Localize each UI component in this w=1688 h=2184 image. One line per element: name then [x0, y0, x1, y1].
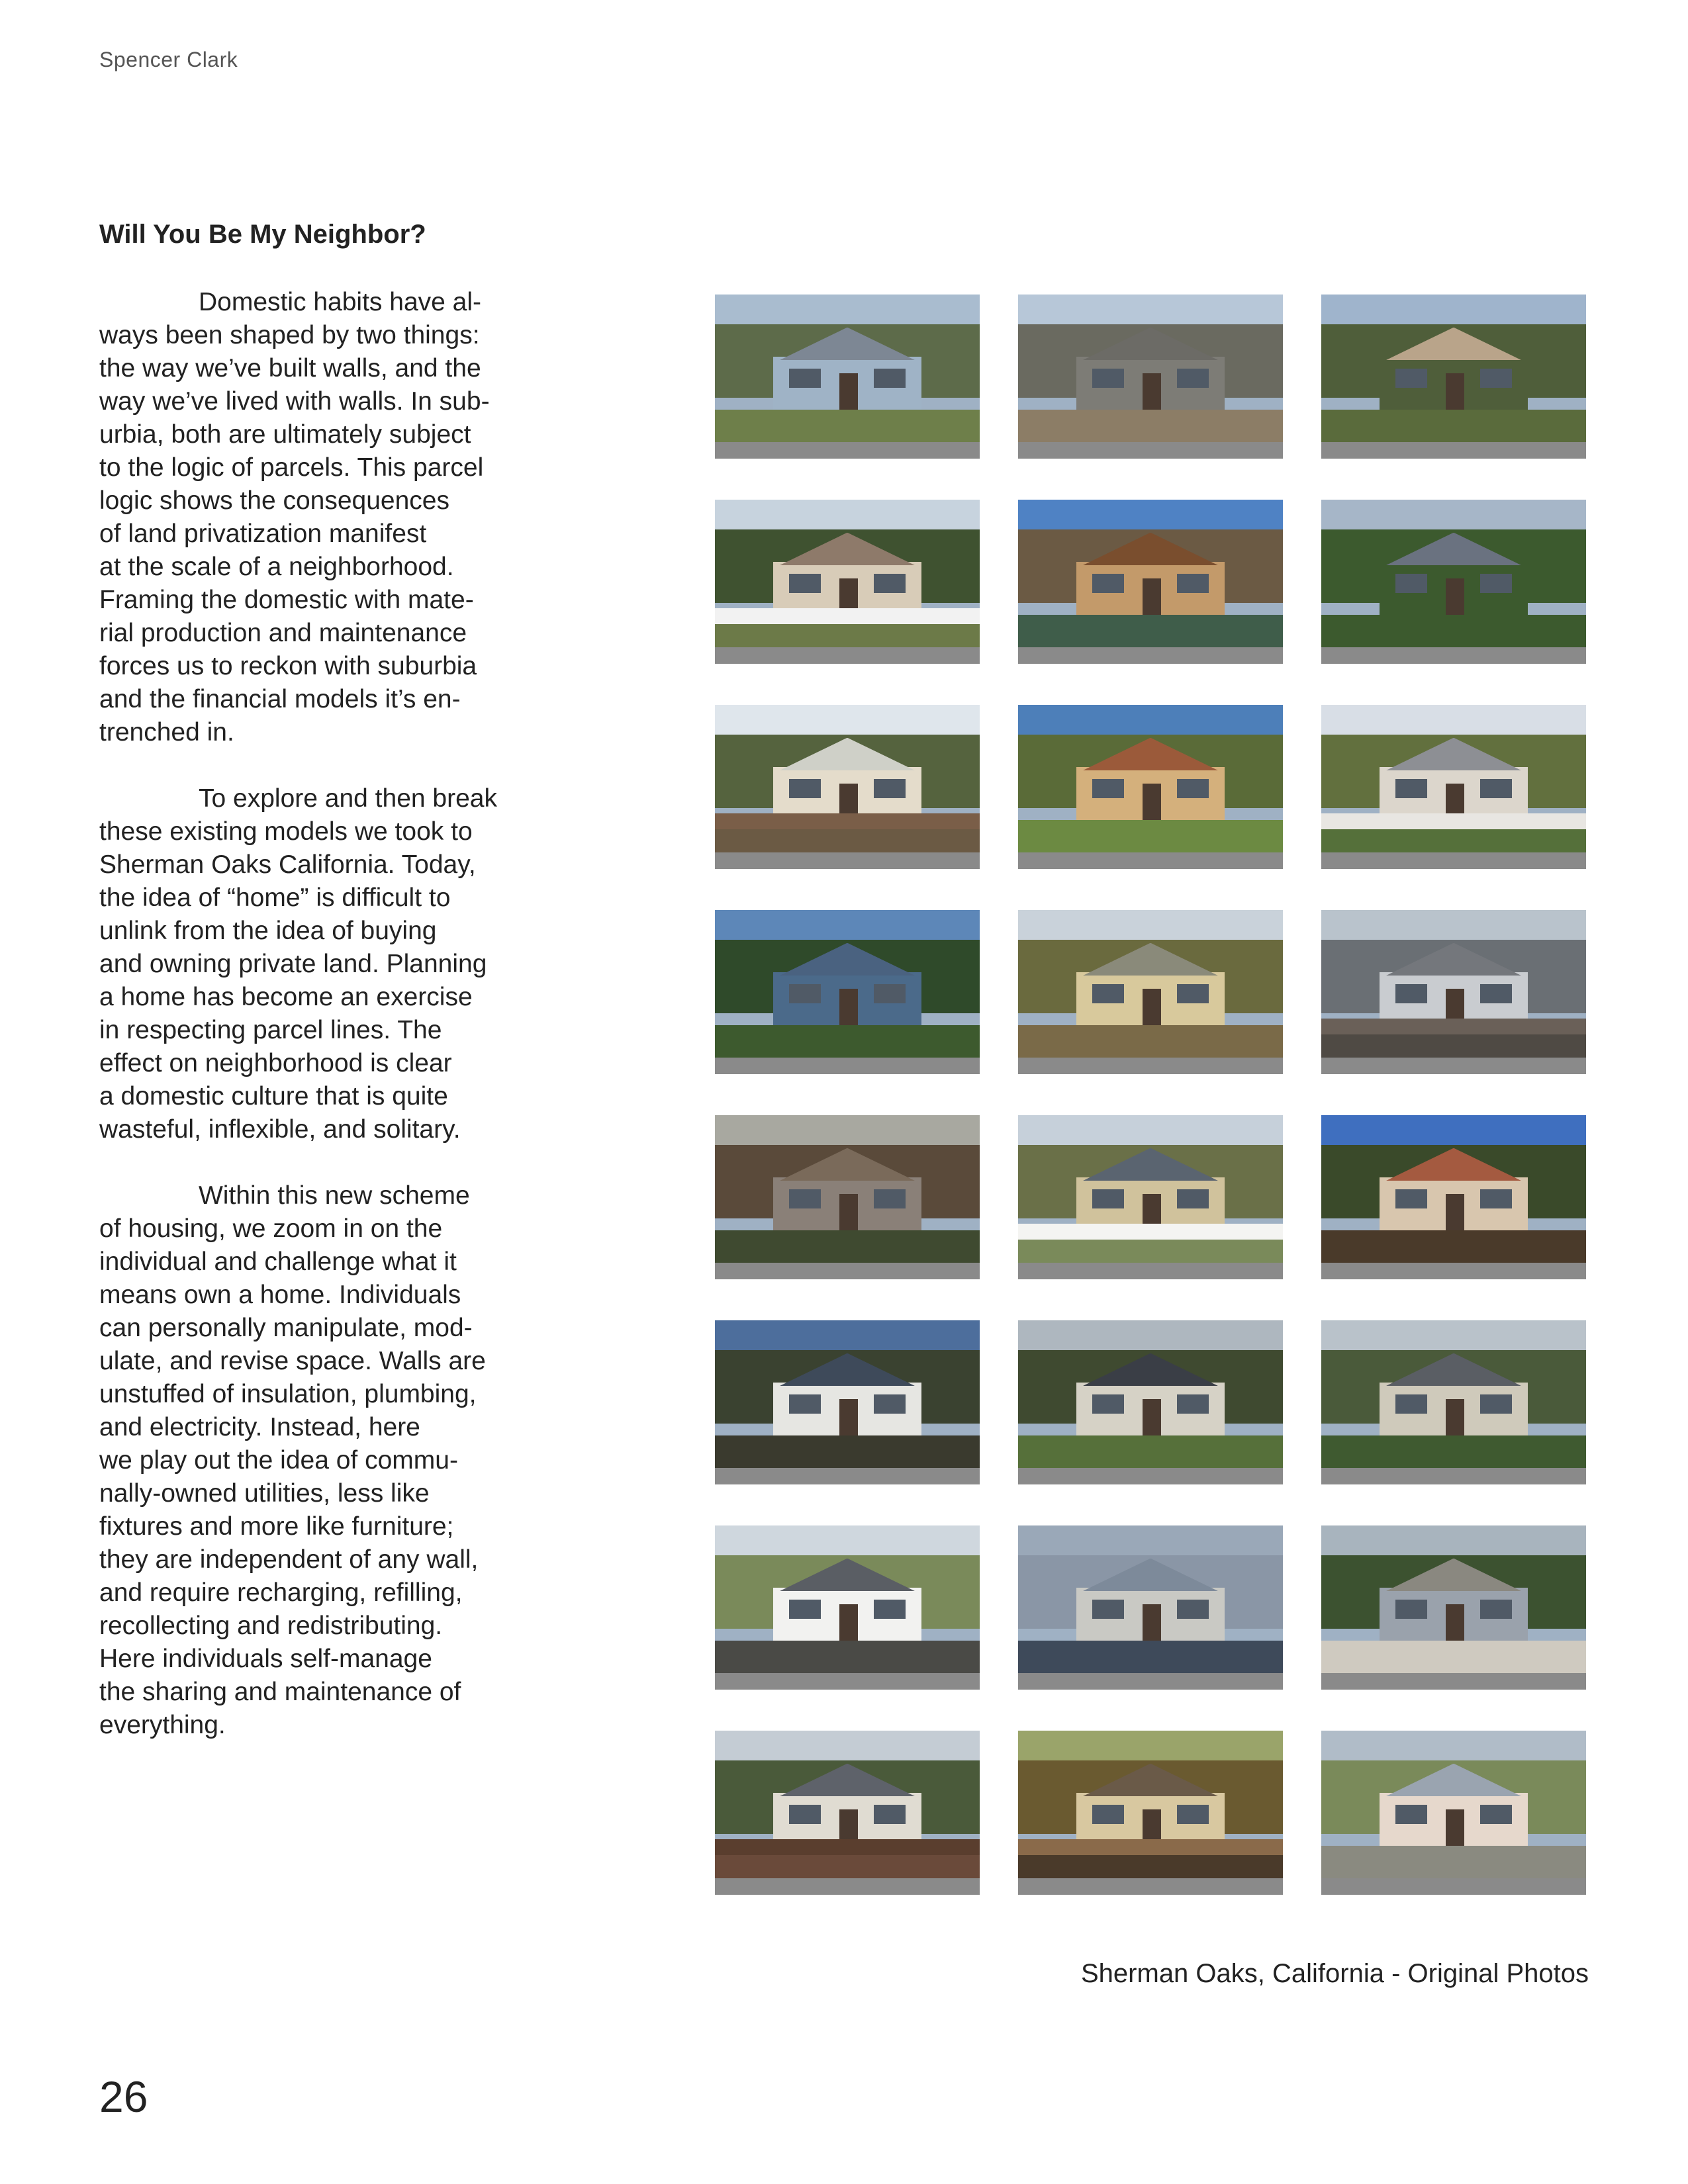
- photo-street: [715, 1878, 980, 1895]
- house-photo: [715, 295, 980, 459]
- photo-door: [839, 373, 858, 410]
- photo-win2: [874, 779, 906, 799]
- body-line: Framing the domestic with mate-: [99, 586, 474, 614]
- house-photo: [715, 500, 980, 664]
- photo-win2: [1480, 574, 1512, 594]
- body-line: unstuffed of insulation, plumbing,: [99, 1380, 477, 1408]
- photo-lawn: [715, 410, 980, 443]
- house-photo: [1321, 1525, 1586, 1690]
- photo-fence: [715, 813, 980, 830]
- photo-win: [1092, 574, 1124, 594]
- photo-win: [789, 1805, 821, 1825]
- photo-door: [1446, 1809, 1464, 1846]
- house-photo: [1321, 1115, 1586, 1279]
- photo-win: [1395, 779, 1427, 799]
- house-photo: [715, 1525, 980, 1690]
- body-line: way we’ve lived with walls. In sub-: [99, 387, 490, 416]
- photo-win2: [1177, 1600, 1209, 1619]
- body-line: forces us to reckon with suburbia: [99, 652, 477, 680]
- house-photo: [715, 910, 980, 1074]
- photo-win: [1395, 1805, 1427, 1825]
- body-line: they are independent of any wall,: [99, 1545, 479, 1574]
- photo-win2: [1177, 574, 1209, 594]
- house-photo: [1018, 910, 1283, 1074]
- house-photo: [715, 1320, 980, 1484]
- photo-street: [1321, 1263, 1586, 1279]
- body-line: and electricity. Instead, here: [99, 1413, 420, 1441]
- photo-win2: [1480, 1189, 1512, 1209]
- photo-door: [1143, 578, 1161, 615]
- photo-fence: [1018, 1839, 1283, 1856]
- body-line: Domestic habits have al-: [199, 288, 482, 316]
- body-line: these existing models we took to: [99, 817, 473, 846]
- body-paragraph: [99, 1179, 549, 1742]
- photo-lawn: [1321, 1435, 1586, 1469]
- photo-fence: [1321, 813, 1586, 830]
- photo-lawn: [715, 1025, 980, 1058]
- body-line: and the financial models it’s en-: [99, 685, 461, 713]
- photo-street: [1321, 852, 1586, 869]
- photo-door: [1446, 1194, 1464, 1230]
- body-line: the sharing and maintenance of: [99, 1678, 461, 1706]
- photo-lawn: [715, 1641, 980, 1674]
- photo-win: [789, 1394, 821, 1414]
- house-photo: [1321, 295, 1586, 459]
- photo-door: [1446, 578, 1464, 615]
- photo-win2: [1177, 779, 1209, 799]
- photo-win2: [874, 1394, 906, 1414]
- photo-win: [1395, 1394, 1427, 1414]
- body-line: in respecting parcel lines. The: [99, 1016, 442, 1044]
- body-line: and require recharging, refilling,: [99, 1578, 463, 1607]
- photo-door: [1143, 784, 1161, 820]
- photo-street: [1018, 1673, 1283, 1690]
- house-photo: [1321, 910, 1586, 1074]
- body-paragraph: [99, 286, 549, 749]
- body-line: a domestic culture that is quite: [99, 1082, 448, 1111]
- photo-street: [715, 1673, 980, 1690]
- photo-street: [715, 1263, 980, 1279]
- photo-win: [789, 779, 821, 799]
- house-photo: [1018, 1320, 1283, 1484]
- photo-win2: [1480, 1600, 1512, 1619]
- photo-caption: Sherman Oaks, California - Original Photos: [1081, 1959, 1589, 1988]
- photo-win2: [1177, 1189, 1209, 1209]
- photo-win2: [1177, 1805, 1209, 1825]
- photo-win: [1092, 1600, 1124, 1619]
- photo-win: [789, 984, 821, 1004]
- photo-win: [1395, 984, 1427, 1004]
- house-photo: [1018, 1731, 1283, 1895]
- house-photo: [1321, 1320, 1586, 1484]
- photo-win2: [1480, 369, 1512, 388]
- photo-win2: [1480, 984, 1512, 1004]
- photo-fence: [1321, 1019, 1586, 1035]
- house-photo: [1018, 1525, 1283, 1690]
- body-line: ways been shaped by two things:: [99, 321, 480, 349]
- body-line: a home has become an exercise: [99, 983, 473, 1011]
- house-photo: [715, 1731, 980, 1895]
- body-line: ulate, and revise space. Walls are: [99, 1347, 486, 1375]
- body-line: and owning private land. Planning: [99, 950, 487, 978]
- body-line: individual and challenge what it: [99, 1248, 457, 1276]
- photo-lawn: [715, 1230, 980, 1263]
- photo-win2: [1480, 779, 1512, 799]
- photo-lawn: [1321, 615, 1586, 648]
- photo-lawn: [1018, 615, 1283, 648]
- body-line: unlink from the idea of buying: [99, 917, 437, 945]
- photo-win2: [874, 984, 906, 1004]
- photo-door: [1446, 373, 1464, 410]
- photo-win: [789, 369, 821, 388]
- photo-win: [789, 1189, 821, 1209]
- house-photo: [1321, 705, 1586, 869]
- house-photo: [1018, 500, 1283, 664]
- photo-street: [715, 442, 980, 459]
- photo-win2: [1480, 1805, 1512, 1825]
- photo-win: [789, 1600, 821, 1619]
- photo-win: [1092, 984, 1124, 1004]
- photo-street: [1321, 442, 1586, 459]
- photo-lawn: [1018, 1641, 1283, 1674]
- photo-door: [839, 1399, 858, 1435]
- author-name: Spencer Clark: [99, 48, 238, 71]
- photo-win2: [1177, 984, 1209, 1004]
- photo-lawn: [1018, 410, 1283, 443]
- photo-lawn: [1321, 410, 1586, 443]
- photo-win: [1092, 1189, 1124, 1209]
- photo-lawn: [1018, 820, 1283, 853]
- body-line: trenched in.: [99, 718, 234, 747]
- body-line: Here individuals self-manage: [99, 1645, 432, 1673]
- photo-door: [1143, 1604, 1161, 1641]
- photo-fence: [715, 1839, 980, 1856]
- photo-door: [1143, 989, 1161, 1025]
- photo-win: [1395, 369, 1427, 388]
- photo-win2: [874, 1805, 906, 1825]
- house-photo: [1321, 1731, 1586, 1895]
- photo-win: [789, 574, 821, 594]
- body-line: Within this new scheme: [199, 1181, 470, 1210]
- house-photo: [1018, 295, 1283, 459]
- photo-win2: [874, 574, 906, 594]
- body-line: nally-owned utilities, less like: [99, 1479, 430, 1508]
- photo-grid: [715, 295, 1586, 1895]
- article-title: Will You Be My Neighbor?: [99, 220, 426, 249]
- body-line: can personally manipulate, mod-: [99, 1314, 473, 1342]
- house-photo: [1018, 1115, 1283, 1279]
- article-body: [99, 286, 549, 1775]
- photo-street: [1321, 1878, 1586, 1895]
- photo-street: [1018, 442, 1283, 459]
- body-line: effect on neighborhood is clear: [99, 1049, 452, 1077]
- photo-win2: [1177, 1394, 1209, 1414]
- photo-door: [1446, 1604, 1464, 1641]
- body-line: we play out the idea of commu-: [99, 1446, 458, 1475]
- body-line: means own a home. Individuals: [99, 1281, 461, 1309]
- photo-fence: [1018, 1224, 1283, 1240]
- photo-street: [715, 852, 980, 869]
- house-photo: [1018, 705, 1283, 869]
- photo-street: [715, 1468, 980, 1484]
- body-line: fixtures and more like furniture;: [99, 1512, 454, 1541]
- photo-door: [1143, 373, 1161, 410]
- photo-win2: [1177, 369, 1209, 388]
- photo-street: [1018, 647, 1283, 664]
- photo-win2: [874, 1600, 906, 1619]
- house-photo: [715, 705, 980, 869]
- photo-win: [1395, 1600, 1427, 1619]
- photo-street: [1018, 1263, 1283, 1279]
- photo-lawn: [1321, 1846, 1586, 1879]
- photo-door: [1143, 1399, 1161, 1435]
- body-line: To explore and then break: [199, 784, 497, 813]
- photo-win2: [1480, 1394, 1512, 1414]
- photo-win: [1092, 369, 1124, 388]
- photo-street: [1321, 647, 1586, 664]
- photo-street: [1018, 852, 1283, 869]
- photo-street: [1321, 1058, 1586, 1074]
- photo-win: [1092, 1394, 1124, 1414]
- body-line: of housing, we zoom in on the: [99, 1214, 443, 1243]
- photo-door: [839, 1604, 858, 1641]
- body-line: everything.: [99, 1711, 226, 1739]
- house-photo: [1321, 500, 1586, 664]
- body-line: the idea of “home” is difficult to: [99, 884, 451, 912]
- house-photo: [715, 1115, 980, 1279]
- photo-street: [715, 647, 980, 664]
- photo-win: [1395, 574, 1427, 594]
- photo-street: [1018, 1878, 1283, 1895]
- photo-win2: [874, 1189, 906, 1209]
- photo-lawn: [1018, 1025, 1283, 1058]
- page-number: 26: [99, 2072, 148, 2121]
- photo-lawn: [1321, 1230, 1586, 1263]
- body-line: the way we’ve built walls, and the: [99, 354, 481, 383]
- photo-door: [839, 1194, 858, 1230]
- body-line: of land privatization manifest: [99, 520, 427, 548]
- photo-door: [839, 989, 858, 1025]
- photo-street: [1018, 1058, 1283, 1074]
- photo-lawn: [1321, 1641, 1586, 1674]
- body-paragraph: [99, 782, 549, 1146]
- body-line: at the scale of a neighborhood.: [99, 553, 454, 581]
- body-line: Sherman Oaks California. Today,: [99, 850, 476, 879]
- photo-lawn: [1018, 1435, 1283, 1469]
- photo-win: [1092, 779, 1124, 799]
- body-line: recollecting and redistributing.: [99, 1612, 443, 1640]
- body-line: rial production and maintenance: [99, 619, 467, 647]
- photo-lawn: [715, 1435, 980, 1469]
- photo-fence: [715, 608, 980, 625]
- photo-street: [1018, 1468, 1283, 1484]
- body-line: wasteful, inflexible, and solitary.: [99, 1115, 461, 1144]
- body-line: urbia, both are ultimately subject: [99, 420, 471, 449]
- photo-win: [1092, 1805, 1124, 1825]
- photo-street: [715, 1058, 980, 1074]
- photo-win2: [874, 369, 906, 388]
- body-line: logic shows the consequences: [99, 486, 449, 515]
- photo-door: [1446, 1399, 1464, 1435]
- photo-street: [1321, 1468, 1586, 1484]
- photo-street: [1321, 1673, 1586, 1690]
- photo-win: [1395, 1189, 1427, 1209]
- body-line: to the logic of parcels. This parcel: [99, 453, 484, 482]
